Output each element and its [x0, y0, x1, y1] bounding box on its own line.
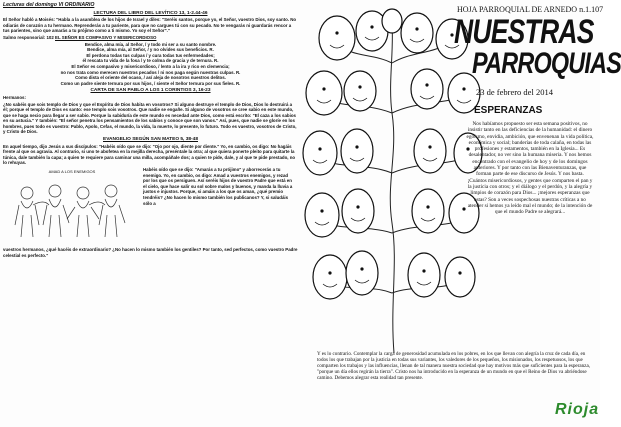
gospel-body-b: Habéis oído que se dijo: "Amarás a tu prójimo" y aborrecerás a tu enemigo. Yo, en cambio, os digo: Amad a vuestros enemigos, y rezad por los que os persiguen. Así seréis hijos de vuestro Padre que está en el cielo, que hace salir su sol sobre malos y buenos, y manda la lluvia a justos e injustos. Porque, si amáis a los que os aman, ¿qué premio tendréis? ¿No hacen lo mismo también los publicanos? Y, si saludáis sólo a [143, 167, 293, 206]
reading2-salutation: Hermanos: [3, 94, 26, 100]
gospel-title: EVANGELIO SEGÚN SAN MATEO [103, 137, 180, 143]
rioja-logo: Rioja [555, 401, 600, 418]
reading2-title: CARTA DE SAN PABLO A LOS 1 CORINTIOS [90, 88, 192, 94]
article-title: ESPERANZAS [474, 105, 543, 116]
section-title: Lecturas del domingo VI ORDINARIO [3, 2, 95, 8]
gospel-body-c: vuestros hermanos, ¿qué hacéis de extraordinario? ¿No hacen lo mismo también los gentiles? Por tanto, sed perfectos, como vuestro Padre celestial es perfecto." [3, 247, 298, 258]
masthead-title-line2: PARROQUIAS [472, 47, 621, 80]
masthead-subtitle: HOJA PARROQUIAL DE ARNEDO n.1.107 [457, 5, 604, 14]
masthead-title-line1: NUESTRAS [454, 13, 594, 51]
article-body: Nos habíamos propuesto ser esta semana positivos, no insistir tanto en las deficiencias de la humanidad: el dinero egoísmo, envidia, ambición, que envenenan la vida política, económica y social; banderías de toda calaña, en todas las profesiones y estamentos, también en la Iglesia... Es desalentador, no ver sino la humana miseria. Y nos hemos encontrado con el evangelio de hoy y de los domingos anteriores. Y por tanto con las Bienaventuranzas, que forman parte de ese discurso de Jesús. Y nos basta. ¡Cuántos misericordiosos, y gentes que comparten el pan y la justicia con otros; y el diálogo y el perdón, y la alegría y limpios de corazón para Dios... ¡mejores esperanzas que estas? Son a veces sospechosas nuestras críticas a no atender si hemos ya leído mal el mundo; de la intención de que el mundo Padre se alegrará... [466, 121, 594, 216]
psalm-label: Salmo responsorial: [3, 34, 46, 40]
article-continuation: Y es lo contrario. Contemplar la carga de generosidad acumulada en los pobres, en los que llevan con alegría la cruz de cada día, en todos los que trabajan por la justicia en todas sus variantes, los valedores de los pequeños, los misionados, los respetuosos, los que comparten los trabajos y las influencias, llenan de tal manera nuestra sociedad que hay motivos más que suficientes para la esperanza, "porque un día ellos regirán la tierra". Cristo nos ha introducido en la esperanza de un mundo en que el Reino de Dios va abriéndose camino. Debemos alegrar esta realidad tan presente. [317, 351, 590, 382]
reading2-header [3, 88, 298, 94]
psalm-line: Como dista el oriente del ocaso, / así aleja de nosotros nuestros delitos. [75, 75, 226, 81]
gospel-header [3, 137, 298, 143]
illustration-caption: AMAD A LOS ENEMIGOS [48, 169, 96, 175]
reading1-body: El Señor habló a Moisés: "Habla a la asamblea de los hijos de Israel y diles: "Seréis santos, porque yo, el Señor, vuestro Dios, soy santo. No odiarás de corazón a tu hermano. Reprenderás a tu pariente, para que no cargues tú con su pecado. No te vengarás ni guardarás rencor a tus parientes, sino que amarás a tu prójimo como a ti mismo. Yo soy el Señor"." [3, 17, 297, 34]
front-page [302, 3, 621, 423]
psalm-verses [3, 42, 298, 87]
reading1-title: LECTURA DEL LIBRO DEL LEVÍTICO [93, 10, 178, 16]
reading2-ref: 3, 16-23 [192, 88, 211, 94]
psalm-line: Como un padre siente ternura por sus hijos, / siente el Señor ternura por sus fieles. R. [60, 80, 241, 86]
people-sketch-icon [7, 175, 137, 245]
psalm-ref: 102 [46, 34, 54, 40]
psalm-line: Bendice, alma mía, al Señor, / y no olvides sus beneficios. R. [87, 47, 214, 53]
psalm-line: El Señor es compasivo y misericordioso, / lento a la ira y rico en clemencia; [71, 63, 230, 69]
psalm-refrain: EL SEÑOR ES COMPASIVO Y MISERICORDIOSO [55, 34, 157, 40]
enemies-illustration [7, 169, 137, 245]
psalm-header [3, 35, 298, 41]
tree-of-life-illustration [302, 3, 482, 358]
readings-page [3, 3, 298, 423]
reading1-ref: 13, 1-2.44-46 [178, 10, 208, 16]
psalm-line: Bendice, alma mía, al Señor, / y todo mi ser a su santo nombre. [84, 41, 217, 47]
psalm-line: El perdona todas tus culpas / y cura todas tus enfermedades; [86, 52, 215, 58]
gospel-illustration-block [3, 167, 298, 247]
gospel-ref: 5, 38-48 [180, 137, 198, 143]
reading2-body: ¿No sabéis que sois templo de Dios y que el Espíritu de Dios habita en vosotros? Si alguno destruye el templo de Dios, Dios lo destruirá a él; porque el templo de Dios es santo: ese templo sois vosotros. Que nadie se engañe. Si alguno de vosotros se cree sabio en este mundo, que se haga necio para llegar a ser sabio. Porque la sabiduría de este mundo es necedad ante Dios, como está escrito: "El caza a los sabios en su astucia." Y también: "El señor penetra los pensamientos de los sabios y conoce que son vanos." Así, pues, que nadie se gloríe en los hombres, pues todo es vuestro: Pablo, Apolo, Cefas, el mundo, la vida, la muerte, lo presente, lo futuro. Todo es vuestro, vosotros de Cristo, y Cristo de Dios. [3, 101, 297, 135]
psalm-line: no nos trata como merecen nuestros pecados / ni nos paga según nuestras culpas. R. [60, 69, 241, 75]
reading1-header [3, 11, 298, 17]
gospel-body-a: En aquel tiempo, dijo Jesús a sus discípulos: "Habéis oído que se dijo: "Ojo por ojo, diente por diente." Yo, en cambio, os digo: No hagáis frente al que os agravia. Al contrario, si uno te abofetea en la mejilla derecha, preséntale la otra; al que quiera ponerte pleito para quitarte la túnica, dale también la capa; a quien te requiere para caminar una milla, acompáñale dos; a quien te pide, dale, y al que te pide prestado, no lo rehuyas. [3, 143, 296, 166]
issue-date: 23 de febrero del 2014 [476, 87, 553, 97]
psalm-line: él rescata tu vida de la fosa / y te colma de gracia y de ternura. R. [82, 58, 219, 64]
